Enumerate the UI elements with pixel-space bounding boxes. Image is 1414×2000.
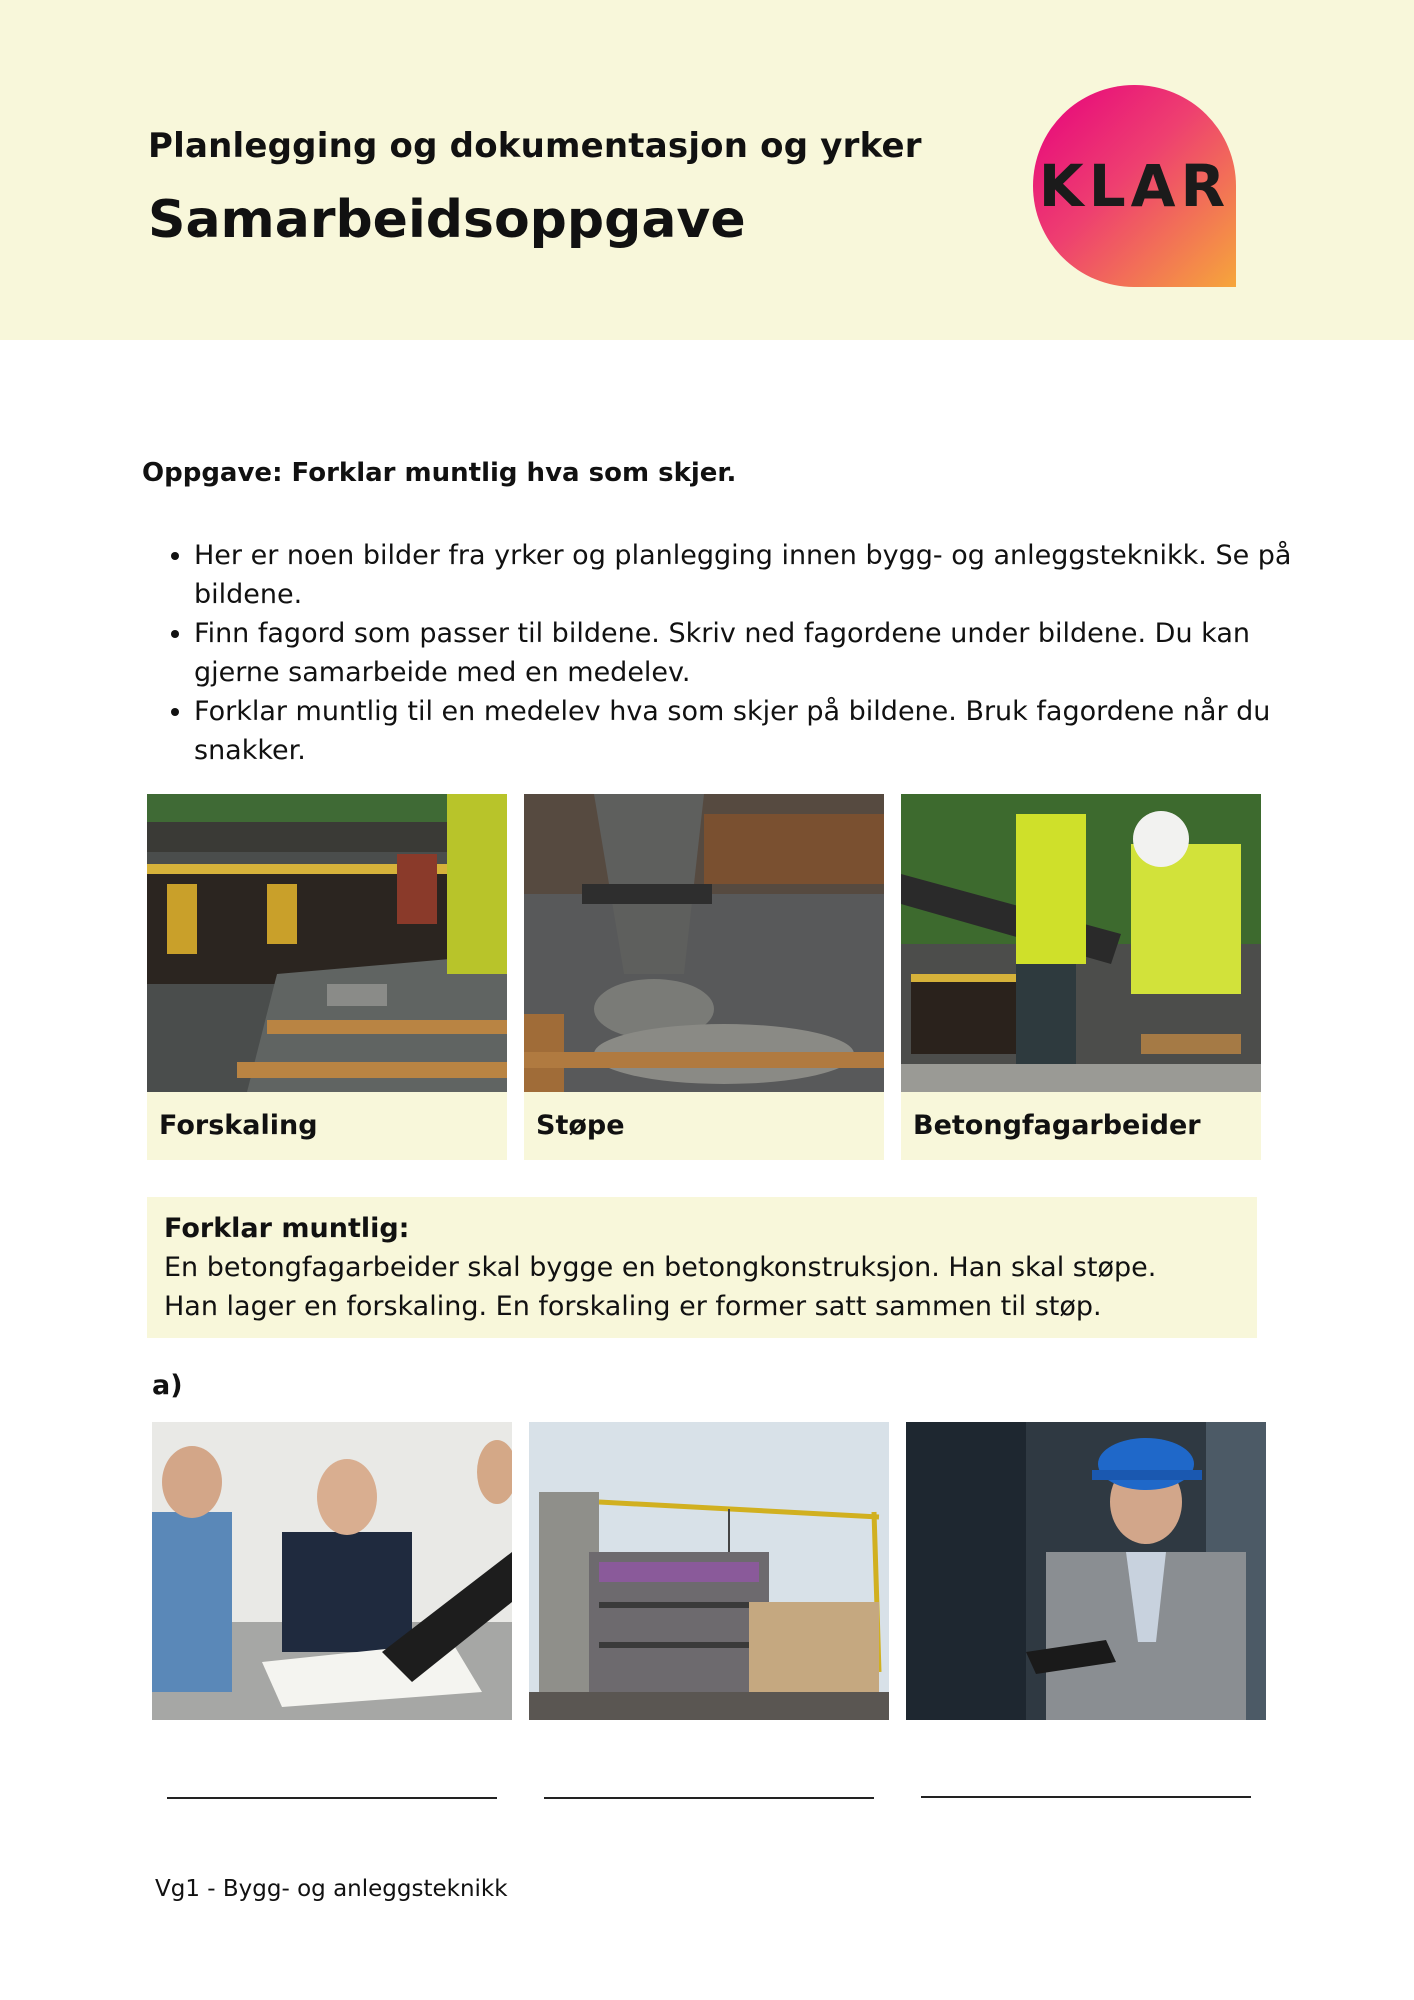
instruction-item: • Forklar muntlig til en medelev hva som skjer på bildene. Bruk fagordene når du snakker.: [194, 692, 1314, 770]
construction-site-crane-photo: [529, 1422, 889, 1720]
header-band: [0, 0, 1414, 340]
concrete-workers-photo: [901, 794, 1261, 1092]
answer-line[interactable]: [167, 1797, 497, 1799]
footer-text: Vg1 - Bygg- og anleggsteknikk: [155, 1876, 508, 1902]
instruction-item: • Finn fagord som passer til bildene. Skriv ned fagordene under bildene. Du kan gjerne samarbeide med en medelev.: [194, 614, 1314, 692]
logo-text: KLAR: [1038, 152, 1231, 220]
caption-betongfagarbeider: Betongfagarbeider: [901, 1092, 1261, 1160]
task-heading: Oppgave: Forklar muntlig hva som skjer.: [142, 458, 737, 488]
explain-heading: Forklar muntlig:: [164, 1213, 410, 1244]
caption-forskaling: Forskaling: [147, 1092, 507, 1160]
answer-line[interactable]: [544, 1797, 874, 1799]
page-title: Samarbeidsoppgave: [148, 190, 746, 250]
exercise-label: a): [152, 1370, 183, 1401]
site-manager-photo: [906, 1422, 1266, 1720]
explain-line: En betongfagarbeider skal bygge en betongkonstruksjon. Han skal støpe.: [164, 1252, 1157, 1283]
subject-heading: Planlegging og dokumentasjon og yrker: [148, 126, 922, 166]
concrete-pouring-photo: [524, 794, 884, 1092]
instruction-item: • Her er noen bilder fra yrker og planlegging innen bygg- og anleggsteknikk. Se på bildene.: [194, 536, 1314, 614]
explain-line: Han lager en forskaling. En forskaling er former satt sammen til støp.: [164, 1291, 1102, 1322]
caption-stope: Støpe: [524, 1092, 884, 1160]
instruction-list: [150, 536, 1314, 770]
klar-logo: [1033, 85, 1236, 287]
formwork-photo: [147, 794, 507, 1092]
planning-meeting-photo: [152, 1422, 512, 1720]
explain-box: [147, 1197, 1257, 1338]
answer-line[interactable]: [921, 1796, 1251, 1798]
